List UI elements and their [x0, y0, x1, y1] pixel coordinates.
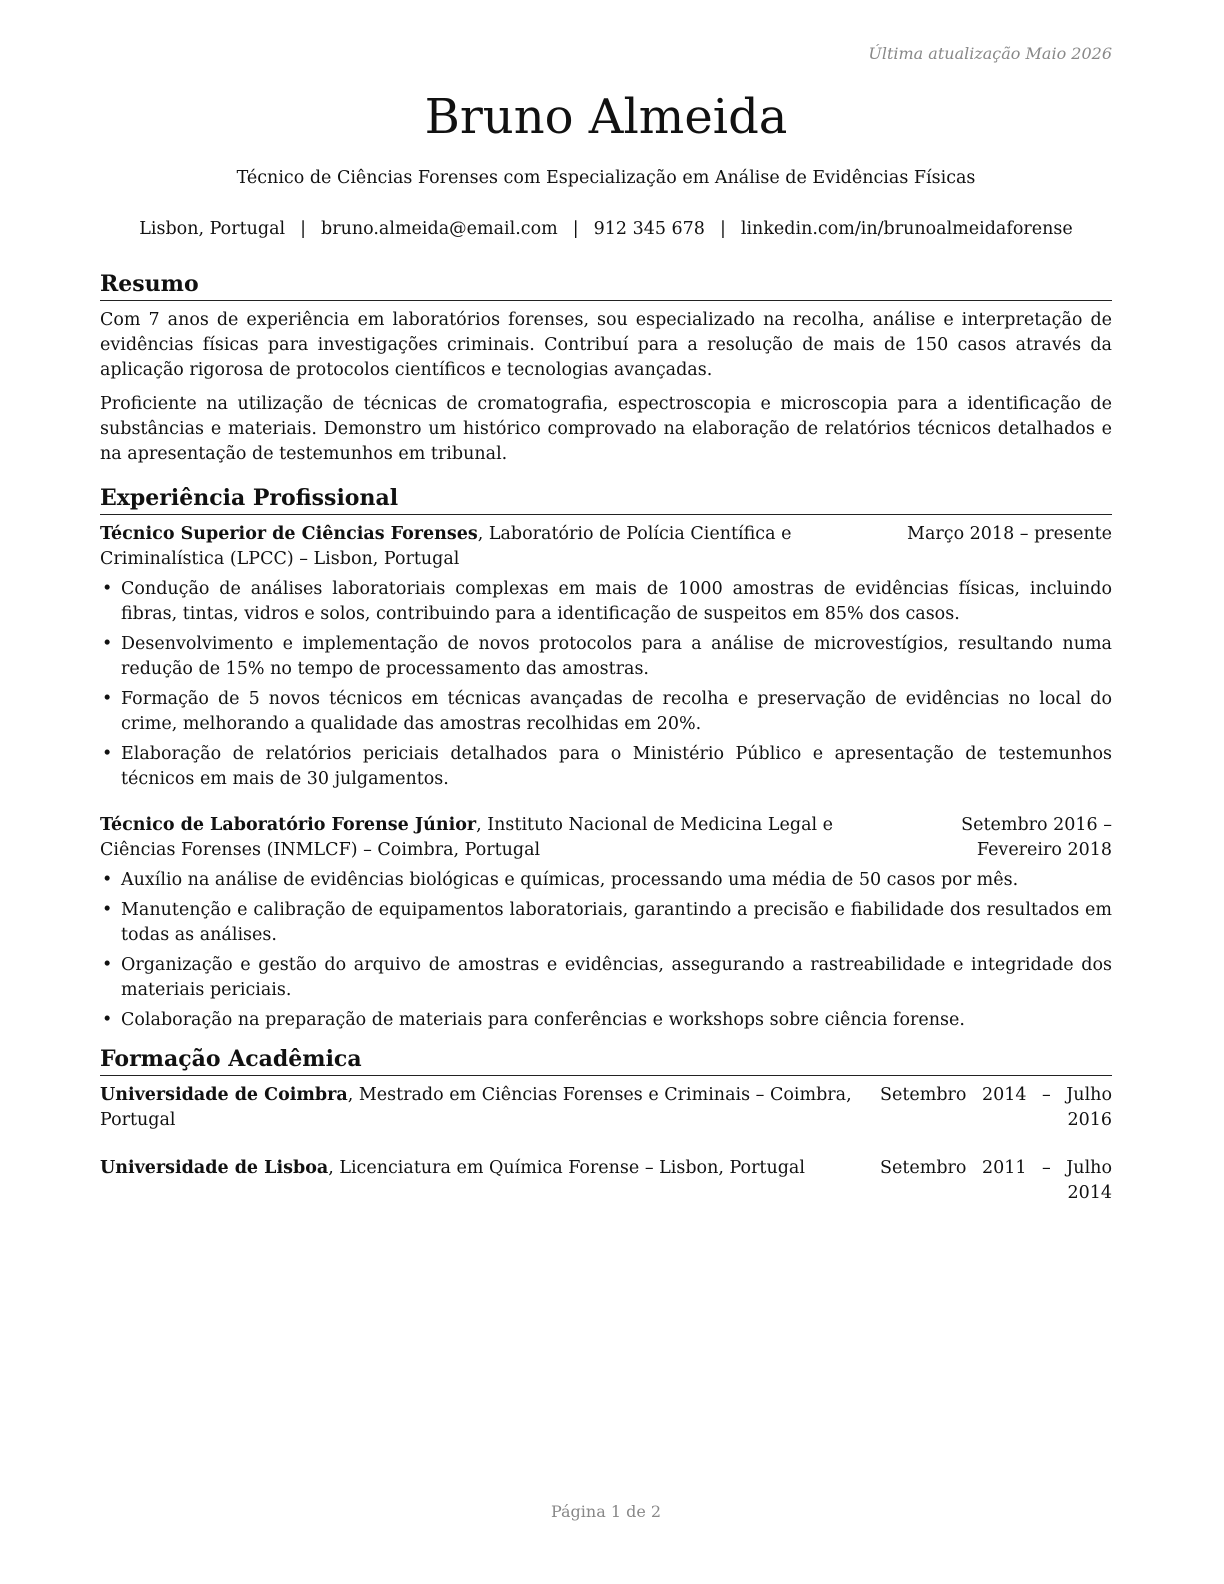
- candidate-name: Bruno Almeida: [424, 89, 788, 145]
- contact-line: [100, 219, 1112, 239]
- summary-heading: Resumo: [100, 270, 1112, 301]
- job-bullet: • Condução de análises laboratoriais complexas em mais de 1000 amostras de evidências físicas, incluindo fibras, tintas, vidros e solos, contribuindo para a identificação de suspeitos em 85% dos casos.: [100, 577, 1112, 627]
- job-role: Técnico de Laboratório Forense Júnior: [100, 815, 477, 835]
- job-bullet: • Elaboração de relatórios periciais detalhados para o Ministério Público e apresentação de testemunhos técnicos em mais de 30 julgamentos.: [100, 742, 1112, 792]
- education-detail: , Licenciatura em Química Forense – Lisbon, Portugal: [328, 1158, 805, 1178]
- page-number: Página 1 de 2: [550, 1502, 662, 1521]
- job-bullet-list: [100, 868, 1112, 1033]
- resume-page: [100, 0, 1112, 1584]
- summary-paragraph: Proficiente na utilização de técnicas de cromatografia, espectroscopia e microscopia para a identificação de substâncias e materiais. Demonstro um histórico comprovado na elaboração de relatórios técnicos detalhados e na apresentação de testemunhos em tribunal.: [100, 394, 1112, 464]
- job-header: [100, 813, 1112, 863]
- education-detail: , Mestrado em Ciências Forenses e Criminais – Coimbra, Portugal: [100, 1085, 852, 1130]
- contact-separator: |: [719, 219, 726, 239]
- job-bullet: • Colaboração na preparação de materiais para conferências e workshops sobre ciência forense.: [100, 1008, 1112, 1033]
- summary-section: [100, 270, 1112, 467]
- education-institution: Universidade de Coimbra: [100, 1085, 348, 1105]
- job-title-line: [100, 813, 901, 863]
- education-line: [100, 1156, 874, 1181]
- job-organization: , Laboratório de Polícia Científica e Criminalística (LPCC) – Lisbon, Portugal: [100, 524, 792, 569]
- job-bullet: • Manutenção e calibração de equipamentos laboratoriais, garantindo a precisão e fiabilidade dos resultados em todas as análises.: [100, 898, 1112, 948]
- contact-linkedin[interactable]: linkedin.com/in/brunoalmeidaforense: [740, 219, 1073, 239]
- job-bullet-list: [100, 577, 1112, 792]
- education-entry: [100, 1083, 1112, 1133]
- job-organization: , Instituto Nacional de Medicina Legal e Ciências Forenses (INMLCF) – Coimbra, Portugal: [100, 815, 834, 860]
- job-bullet: • Auxílio na análise de evidências biológicas e químicas, processando uma média de 50 casos por mês.: [100, 868, 1112, 893]
- education-entry: [100, 1156, 1112, 1206]
- job-dates: Setembro 2016 – Fevereiro 2018: [961, 815, 1112, 860]
- job-dates: Março 2018 – presente: [907, 524, 1112, 544]
- summary-paragraph: Com 7 anos de experiência em laboratórios forenses, sou especializado na recolha, análise e interpretação de evidências físicas para investigações criminais. Contribuí para a resolução de mais de 150 casos através da aplicação rigorosa de protocolos científicos e tecnologias avançadas.: [100, 310, 1112, 380]
- candidate-headline: Técnico de Ciências Forenses com Especialização em Análise de Evidências Físicas: [236, 168, 976, 188]
- job-bullet: • Organização e gestão do arquivo de amostras e evidências, assegurando a rastreabilidade e integridade dos materiais periciais.: [100, 953, 1112, 1003]
- contact-separator: |: [300, 219, 307, 239]
- last-updated-note: Última atualização Maio 2026: [868, 44, 1112, 63]
- education-institution: Universidade de Lisboa: [100, 1158, 329, 1178]
- job-header: [100, 522, 1112, 572]
- contact-location: Lisbon, Portugal: [139, 219, 286, 239]
- job-title-line: [100, 522, 879, 572]
- experience-heading: Experiência Profissional: [100, 484, 1112, 515]
- job-bullet: • Desenvolvimento e implementação de novos protocolos para a análise de microvestígios, resultando numa redução de 15% no tempo de processamento das amostras.: [100, 632, 1112, 682]
- experience-section: [100, 484, 1112, 1033]
- contact-phone: 912 345 678: [593, 219, 705, 239]
- education-heading: Formação Acadêmica: [100, 1045, 1112, 1076]
- education-section: [100, 1045, 1112, 1206]
- job-role: Técnico Superior de Ciências Forenses: [100, 524, 478, 544]
- education-line: [100, 1083, 874, 1133]
- contact-email[interactable]: bruno.almeida@email.com: [321, 219, 558, 239]
- education-dates: Setembro 2014 – Julho 2016: [880, 1085, 1112, 1130]
- job-entry: [100, 522, 1112, 792]
- resume-body: [100, 270, 1112, 1206]
- contact-separator: |: [572, 219, 579, 239]
- job-entry: [100, 813, 1112, 1033]
- job-bullet: • Formação de 5 novos técnicos em técnicas avançadas de recolha e preservação de evidências no local do crime, melhorando a qualidade das amostras recolhidas em 20%.: [100, 687, 1112, 737]
- education-dates: Setembro 2011 – Julho 2014: [880, 1158, 1112, 1203]
